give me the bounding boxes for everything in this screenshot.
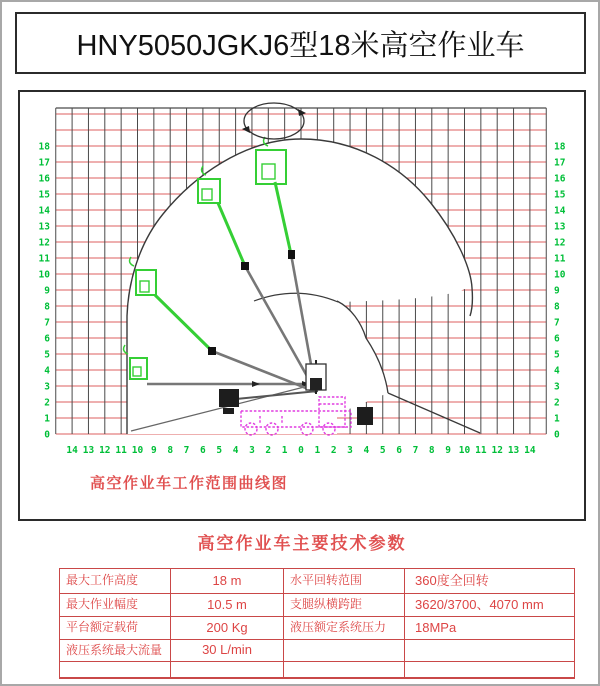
y-axis-tick-right: 0 [554,429,560,441]
y-axis-tick-right: 12 [554,237,566,249]
x-axis-tick: 11 [475,445,487,456]
y-axis-tick-left: 15 [38,189,50,201]
x-axis-tick: 2 [330,445,337,456]
x-axis-tick: 9 [445,445,452,456]
y-axis-tick-right: 16 [554,173,566,185]
param-label [284,640,405,662]
y-axis-tick-left: 17 [38,157,50,169]
y-axis-tick-right: 14 [554,205,566,217]
title-block [15,12,586,74]
x-axis-tick: 3 [347,445,353,456]
param-label: 最大工作高度 [60,569,171,594]
param-label: 最大作业幅度 [60,594,171,617]
x-axis-tick: 10 [131,445,144,456]
y-axis-tick-right: 3 [554,381,560,393]
boom-b-joint [241,262,249,270]
stowed-support [223,408,234,414]
y-axis-tick-left: 18 [38,141,50,153]
x-axis-tick: 3 [249,445,255,456]
y-axis-tick-right: 17 [554,157,566,169]
y-axis-tick-left: 2 [44,397,50,409]
param-value: 3620/3700、4070 mm [405,594,574,617]
x-axis-tick: 12 [99,445,111,456]
y-axis-tick-left: 7 [44,317,50,329]
x-axis-tick: 14 [524,445,536,456]
y-axis-tick-left: 0 [44,429,50,441]
param-label: 液压额定系统压力 [284,617,405,640]
boom-c-joint [208,347,216,355]
x-axis-tick: 7 [412,445,419,456]
param-value: 10.5 m [171,594,284,617]
x-axis-tick: 8 [428,445,435,456]
x-axis-tick: 5 [379,445,386,456]
chart-caption: 高空作业车工作范围曲线图 [90,475,289,492]
y-axis-tick-left: 14 [38,205,50,217]
param-label [60,662,171,678]
x-axis-tick: 14 [66,445,78,456]
y-axis-tick-left: 3 [44,381,50,393]
y-axis-tick-right: 6 [554,333,560,345]
x-axis-tick: 2 [265,445,272,456]
param-value: 30 L/min [171,640,284,662]
parameters-table [59,568,575,679]
y-axis-tick-right: 9 [554,285,560,297]
y-axis-tick-right: 15 [554,189,566,201]
x-axis-tick: 8 [167,445,174,456]
y-axis-tick-left: 6 [44,333,50,345]
x-axis-tick: 9 [150,445,157,456]
y-axis-tick-left: 1 [44,413,50,425]
y-axis-tick-right: 5 [554,349,560,361]
x-axis-tick: 4 [232,445,239,456]
y-axis-tick-right: 2 [554,397,560,409]
x-axis-tick: 6 [200,445,206,456]
x-axis-tick: 12 [491,445,503,456]
x-axis-tick: 10 [458,445,471,456]
y-axis-tick-left: 16 [38,173,50,185]
y-axis-tick-right: 18 [554,141,566,153]
x-axis-tick: 6 [396,445,402,456]
x-axis-tick: 13 [82,445,95,456]
param-value: 18 m [171,569,284,594]
param-label: 平台额定载荷 [60,617,171,640]
y-axis-tick-left: 5 [44,349,50,361]
x-axis-tick: 7 [183,445,190,456]
y-axis-tick-right: 13 [554,221,566,233]
y-axis-tick-left: 12 [38,237,50,249]
param-value [171,662,284,678]
y-axis-tick-left: 10 [38,269,50,281]
param-label: 支腿纵横跨距 [284,594,405,617]
x-axis-tick: 13 [507,445,520,456]
y-axis-tick-left: 13 [38,221,50,233]
y-axis-tick-right: 11 [554,253,566,265]
x-axis-tick: 0 [298,445,304,456]
envelope-bottom-diagonal [388,393,480,433]
param-label: 水平回转范围 [284,569,405,594]
y-axis-tick-right: 8 [554,301,560,313]
y-axis-tick-right: 7 [554,317,560,329]
turret-base [310,378,322,390]
boom-a-joint [288,250,295,259]
param-label: 液压系统最大流量 [60,640,171,662]
y-axis-tick-left: 9 [44,285,50,297]
envelope-white-area [127,139,471,434]
y-axis-tick-right: 4 [554,365,560,377]
y-axis-tick-right: 10 [554,269,566,281]
x-axis-tick: 1 [314,445,321,456]
y-axis-tick-left: 8 [44,301,50,313]
x-axis-tick: 4 [363,445,370,456]
table-title: 高空作业车主要技术参数 [197,534,407,553]
param-label [284,662,405,678]
x-axis-tick: 1 [281,445,288,456]
working-range-panel [18,90,586,521]
working-envelope [127,139,480,434]
y-axis-tick-right: 1 [554,413,560,425]
x-axis-tick: 11 [115,445,127,456]
param-value: 360度全回转 [405,569,574,594]
x-axis-tick: 5 [216,445,223,456]
param-value [405,662,574,678]
y-axis-tick-left: 11 [38,253,50,265]
param-value [405,640,574,662]
page-title: HNY5050JGKJ6型18米高空作业车 [76,29,525,62]
stowed-basket [219,389,239,407]
rear-support-box [357,407,373,425]
param-value: 200 Kg [171,617,284,640]
y-axis-tick-left: 4 [44,365,50,377]
working-range-chart [20,92,588,523]
param-value: 18MPa [405,617,574,640]
